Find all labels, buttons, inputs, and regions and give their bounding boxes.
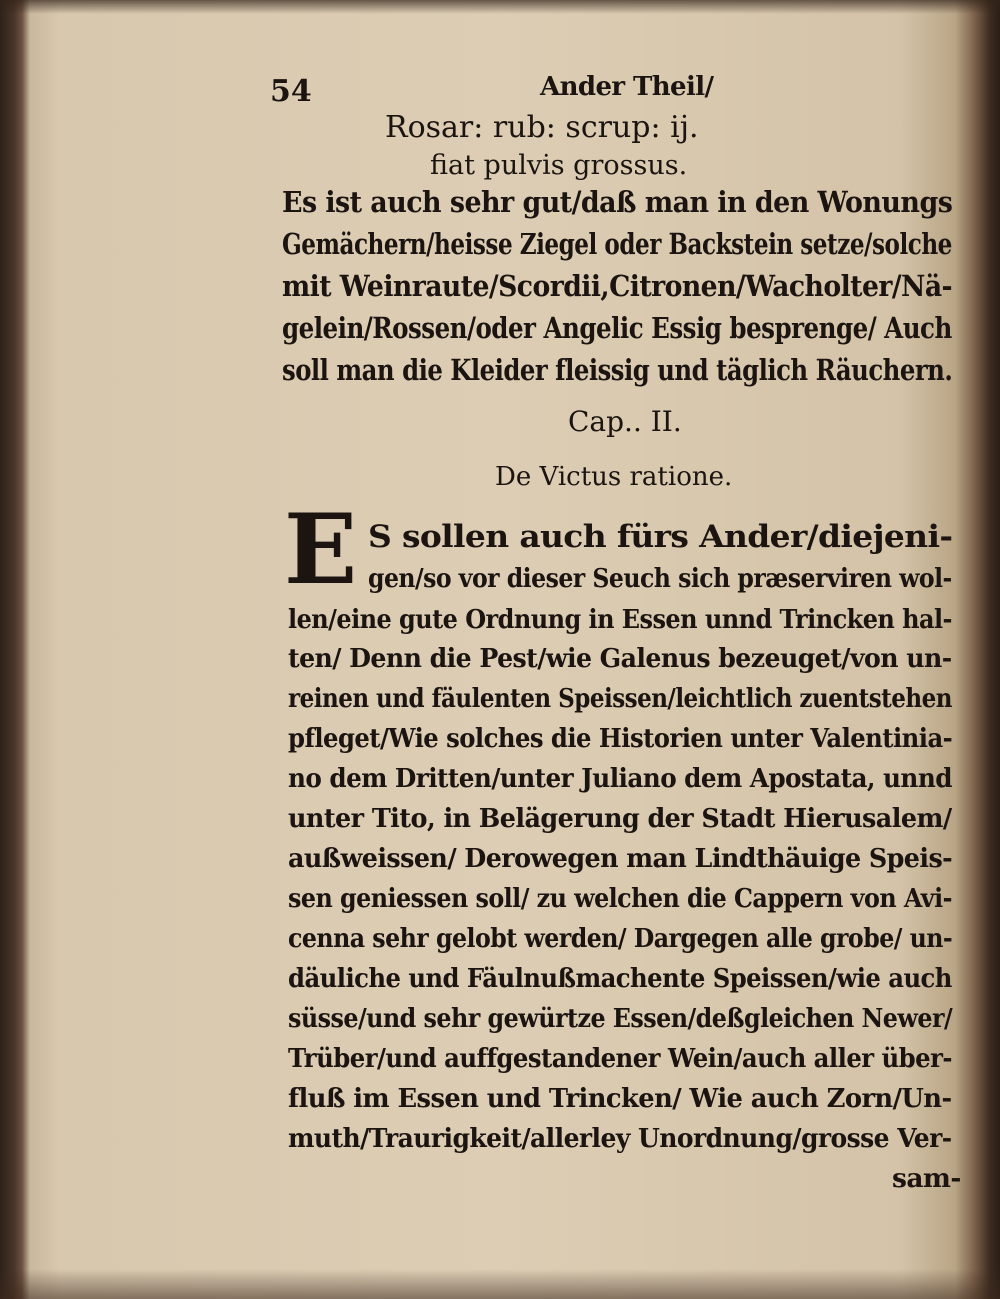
paragraph2-line: ten/ Denn die Pest/wie Galenus bezeuget/von un- xyxy=(288,643,952,674)
paragraph2-line: S sollen auch fürs Ander/diejeni- xyxy=(368,519,953,555)
paragraph2-line: außweissen/ Derowegen man Lindthäuige Speis- xyxy=(288,843,953,874)
paragraph2-line: len/eine gute Ordnung in Essen unnd Trincken hal- xyxy=(288,604,952,635)
recipe-line-2: fiat pulvis grossus. xyxy=(430,150,688,181)
paragraph1-line: Gemächern/heisse Ziegel oder Backstein setze/solche xyxy=(282,227,952,261)
paragraph2-line: Trüber/und auffgestandener Wein/auch aller über- xyxy=(288,1043,952,1074)
paragraph2-line: fluß im Essen und Trincken/ Wie auch Zorn/Un- xyxy=(288,1083,952,1114)
catchword: sam- xyxy=(892,1163,961,1194)
paragraph1-line: Es ist auch sehr gut/daß man in den Wonungs xyxy=(282,185,953,219)
paragraph2-line: reinen und fäulenten Speissen/leichtlich zuentstehen xyxy=(288,683,952,714)
paragraph2-line: süsse/und sehr gewürtze Essen/deßgleichen Newer/ xyxy=(288,1003,953,1034)
drop-cap-initial: E xyxy=(284,493,358,606)
paragraph1-line: mit Weinraute/Scordii,Citronen/Wacholter/Nä- xyxy=(282,269,953,303)
paragraph2-line: sen geniessen soll/ zu welchen die Cappern von Avi- xyxy=(288,883,952,914)
page-top-edge xyxy=(0,0,1000,14)
paragraph2-line: muth/Traurigkeit/allerley Unordnung/grosse Ver- xyxy=(288,1123,952,1154)
paragraph2-line: unter Tito, in Belägerung der Stadt Hierusalem/ xyxy=(288,803,952,834)
paragraph2-line: däuliche und Fäulnußmachente Speissen/wie auch xyxy=(288,963,952,994)
page-number: 54 xyxy=(270,74,312,109)
paragraph2-line: no dem Dritten/unter Juliano dem Apostata, unnd xyxy=(288,763,952,794)
paragraph2-line: gen/so vor dieser Seuch sich præserviren wol- xyxy=(368,563,952,594)
paragraph1-line: soll man die Kleider fleissig und täglich Räuchern. xyxy=(282,353,953,387)
page-bottom-edge xyxy=(0,1269,1000,1299)
paragraph1-line: gelein/Rossen/oder Angelic Essig besprenge/ Auch xyxy=(282,311,952,345)
paragraph2-line: cenna sehr gelobt werden/ Dargegen alle grobe/ un- xyxy=(288,923,953,954)
recipe-line-1: Rosar: rub: scrup: ij. xyxy=(385,110,699,145)
running-head: Ander Theil/ xyxy=(540,72,714,102)
chapter-subtitle: De Victus ratione. xyxy=(495,462,733,492)
chapter-heading: Cap.. II. xyxy=(568,405,682,438)
paragraph2-line: pfleget/Wie solches die Historien unter Valentinia- xyxy=(288,723,953,754)
